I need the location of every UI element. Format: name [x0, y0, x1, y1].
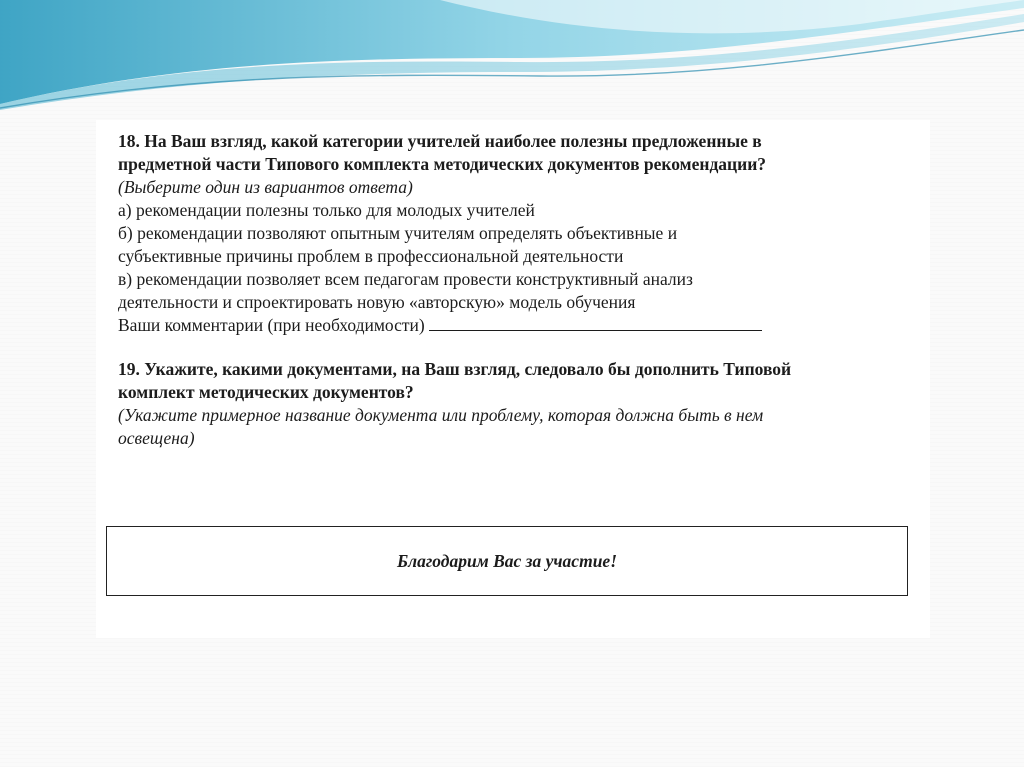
- q18-comment-label: Ваши комментарии (при необходимости): [118, 315, 425, 335]
- q19-instruction-line1: (Укажите примерное название документа или проблему, которая должна быть в нем: [118, 405, 764, 425]
- questionnaire-text: [118, 130, 908, 450]
- q18-option-c-line1: в) рекомендации позволяет всем педагогам провести конструктивный анализ: [118, 269, 693, 289]
- thanks-box: [106, 526, 908, 596]
- document-page: [96, 120, 930, 638]
- q18-option-a: а) рекомендации полезны только для молодых учителей: [118, 200, 535, 220]
- spacer: [118, 337, 908, 358]
- q18-option-b-line1: б) рекомендации позволяют опытным учителям определять объективные и: [118, 223, 678, 243]
- thanks-text: Благодарим Вас за участие!: [396, 550, 617, 571]
- q18-option-b-line2: субъективные причины проблем в профессиональной деятельности: [118, 246, 624, 266]
- q18-title-line1: 18. На Ваш взгляд, какой категории учителей наиболее полезны предложенные в: [118, 131, 762, 151]
- q18-option-c-line2: деятельности и спроектировать новую «авторскую» модель обучения: [118, 292, 636, 312]
- q18-instruction: (Выберите один из вариантов ответа): [118, 177, 413, 197]
- q19-title-line1: 19. Укажите, какими документами, на Ваш взгляд, следовало бы дополнить Типовой: [118, 359, 792, 379]
- q18-comment-blank: [429, 314, 762, 331]
- q18-comment-row: [118, 314, 908, 337]
- q18-title-line2: предметной части Типового комплекта методических документов рекомендации?: [118, 154, 767, 174]
- q19-title-line2: комплект методических документов?: [118, 382, 414, 402]
- wave-header-decoration: [0, 0, 1024, 120]
- q19-instruction-line2: освещена): [118, 428, 195, 448]
